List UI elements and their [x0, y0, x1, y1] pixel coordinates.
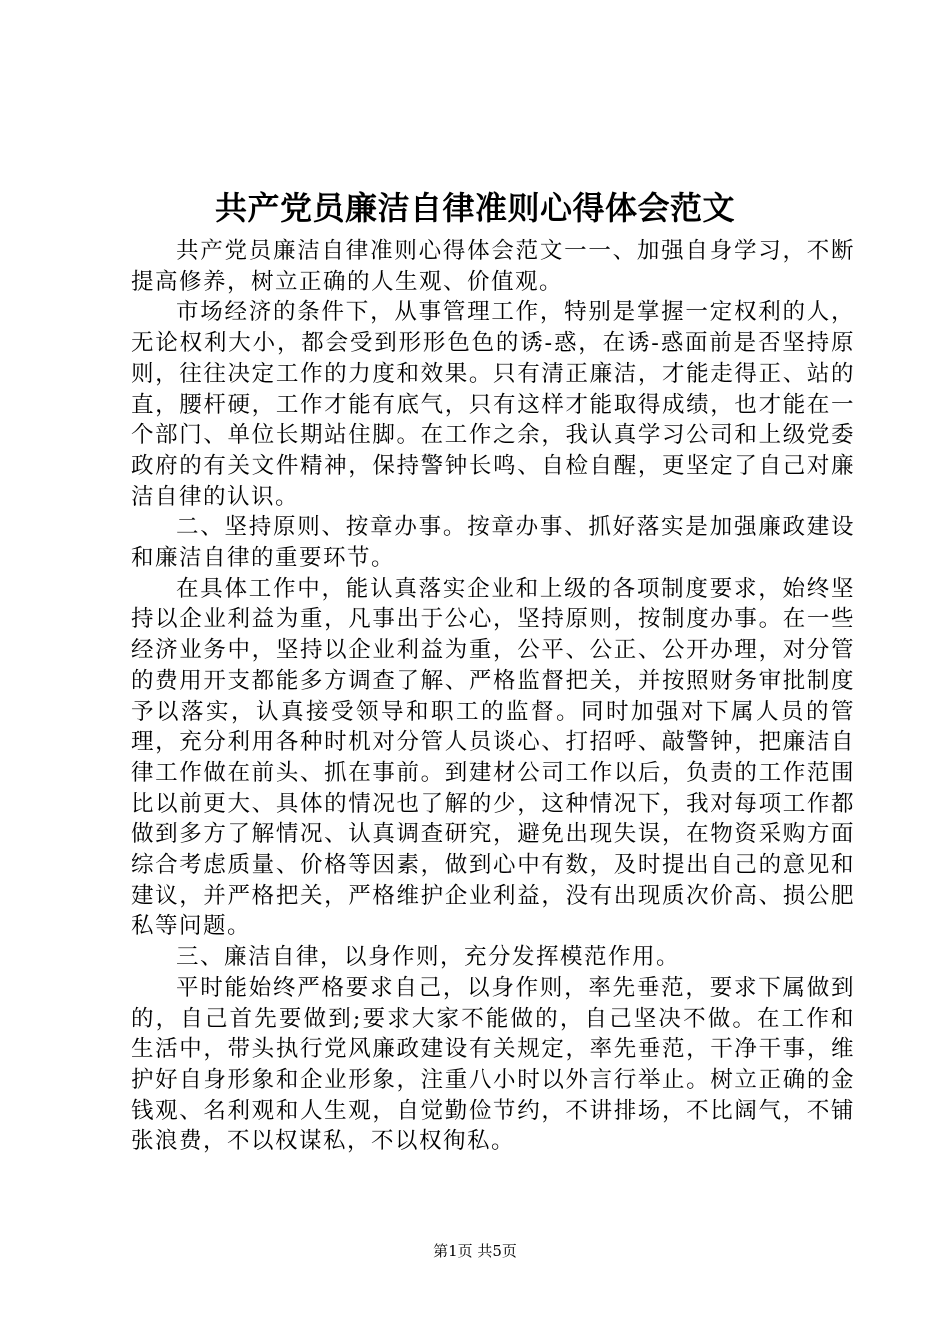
paragraph-1: 共产党员廉洁自律准则心得体会范文一一、加强自身学习，不断提高修养，树立正确的人生观、价值观。 [131, 238, 855, 295]
paragraph-4: 在具体工作中，能认真落实企业和上级的各项制度要求，始终坚持以企业利益为重，凡事出于公心，坚持原则，按制度办事。在一些经济业务中，坚持以企业利益为重，公平、公正、公开办理，对分管的费用开支都能多方调查了解、严格监督把关，并按照财务审批制度予以落实，认真接受领导和职工的监督。同时加强对下属人员的管理，充分利用各种时机对分管人员谈心、打招呼、敲警钟，把廉洁自律工作做在前头、抓在事前。到建材公司工作以后，负责的工作范围比以前更大、具体的情况也了解的少，这种情况下，我对每项工作都做到多方了解情况、认真调查研究，避免出现失误，在物资采购方面综合考虑质量、价格等因素，做到心中有数，及时提出自己的意见和建议，并严格把关，严格维护企业利益，没有出现质次价高、损公肥私等问题。 [131, 575, 855, 940]
document-title: 共产党员廉洁自律准则心得体会范文 [214, 189, 735, 227]
paragraph-3: 二、坚持原则、按章办事。按章办事、抓好落实是加强廉政建设和廉洁自律的重要环节。 [131, 514, 855, 572]
page-number-footer: 第1页 共5页 [433, 1242, 517, 1260]
paragraph-2: 市场经济的条件下，从事管理工作，特别是掌握一定权利的人，无论权利大小，都会受到形形色色的诱-惑，在诱-惑面前是否坚持原则，往往决定工作的力度和效果。只有清正廉洁，才能走得正、站的直，腰杆硬，工作才能有底气，只有这样才能取得成绩，也才能在一个部门、单位长期站住脚。在工作之余，我认真学习公司和上级党委政府的有关文件精神，保持警钟长鸣、自检自醒，更坚定了自己对廉洁自律的认识。 [131, 299, 855, 510]
document-body [131, 236, 855, 1157]
paragraph-6: 平时能始终严格要求自己，以身作则，率先垂范，要求下属做到的，自己首先要做到;要求大家不能做的，自己坚决不做。在工作和生活中，带头执行党风廉政建设有关规定，率先垂范，干净干事，维护好自身形象和企业形象，注重八小时以外言行举止。树立正确的金钱观、名利观和人生观，自觉勤俭节约，不讲排场，不比阔气，不铺张浪费，不以权谋私，不以权徇私。 [131, 974, 855, 1155]
paragraph-5: 三、廉洁自律，以身作则，充分发挥模范作用。 [176, 944, 681, 971]
